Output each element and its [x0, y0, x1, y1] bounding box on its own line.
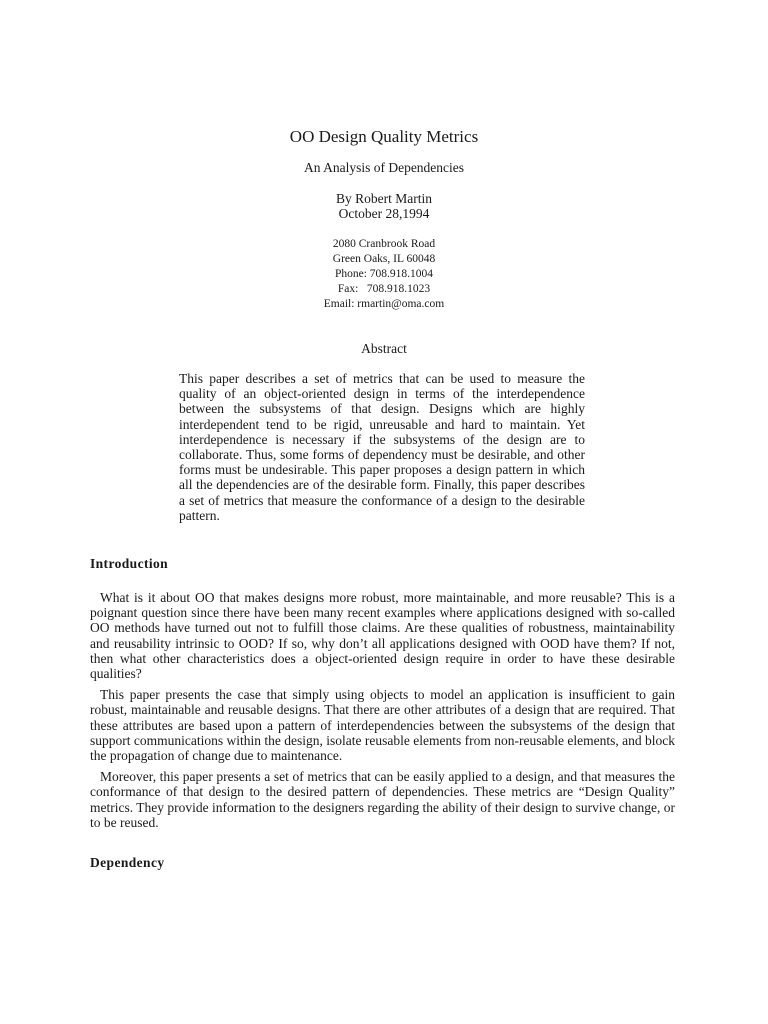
address-street: 2080 Cranbrook Road	[332, 238, 436, 250]
abstract-heading: Abstract	[361, 341, 407, 356]
address-fax: Fax: 708.918.1023	[337, 283, 431, 295]
abstract-text: This paper describes a set of metrics that can be used to measure the quality of an object-oriented design in terms of the interdependence between the subsystems of that design. Designs which are highly interdependent tend to be rigid, unreusable and hard to maintain. Yet interdependence is necessary if the subsystems of the design are to collaborate. Thus, some forms of dependency must be desirable, and other forms must be undesirable. This paper proposes a design pattern in which all the dependencies are of the desirable form. Finally, this paper describes a set of metrics that measure the conformance of a design to the desirable pattern.	[179, 371, 585, 523]
dependency-heading: Dependency	[90, 855, 165, 870]
page-title: OO Design Quality Metrics	[289, 127, 479, 146]
author-block	[0, 191, 768, 221]
page-subtitle: An Analysis of Dependencies	[303, 160, 465, 175]
introduction-paragraph: What is it about OO that makes designs more robust, more maintainable, and more reusable? This is a poignant question since there have been many recent examples where applications designed with so-called OO methods have turned out not to fulfill those claims. Are these qualities of robustness, maintainability and reusability intrinsic to OOD? If so, why don’t all applications designed with OOD have them? If not, then what other characteristics does a object-oriented design require in order to have these desirable qualities?	[90, 590, 675, 682]
introduction-paragraph: This paper presents the case that simply using objects to model an application is insufficient to gain robust, maintainable and reusable designs. That there are other attributes of a design that are required. That these attributes are based upon a pattern of interdependencies between the subsystems of the design that support communications within the design, isolate reusable elements from non-reusable elements, and block the propagation of change due to maintenance.	[90, 687, 675, 764]
introduction-heading: Introduction	[90, 556, 169, 571]
author-line: By Robert Martin	[336, 191, 432, 206]
address-phone: Phone: 708.918.1004	[334, 268, 434, 280]
address-email: Email: rmartin@oma.com	[323, 298, 445, 310]
address-block	[0, 237, 768, 312]
date-line: October 28,1994	[338, 206, 430, 221]
introduction-body	[90, 590, 675, 836]
introduction-paragraph: Moreover, this paper presents a set of metrics that can be easily applied to a design, and that measures the conformance of that design to the desired pattern of dependencies. These metrics are “Design Quality” metrics. They provide information to the designers regarding the ability of their design to survive change, or to be reused.	[90, 769, 675, 830]
address-city: Green Oaks, IL 60048	[332, 253, 436, 265]
